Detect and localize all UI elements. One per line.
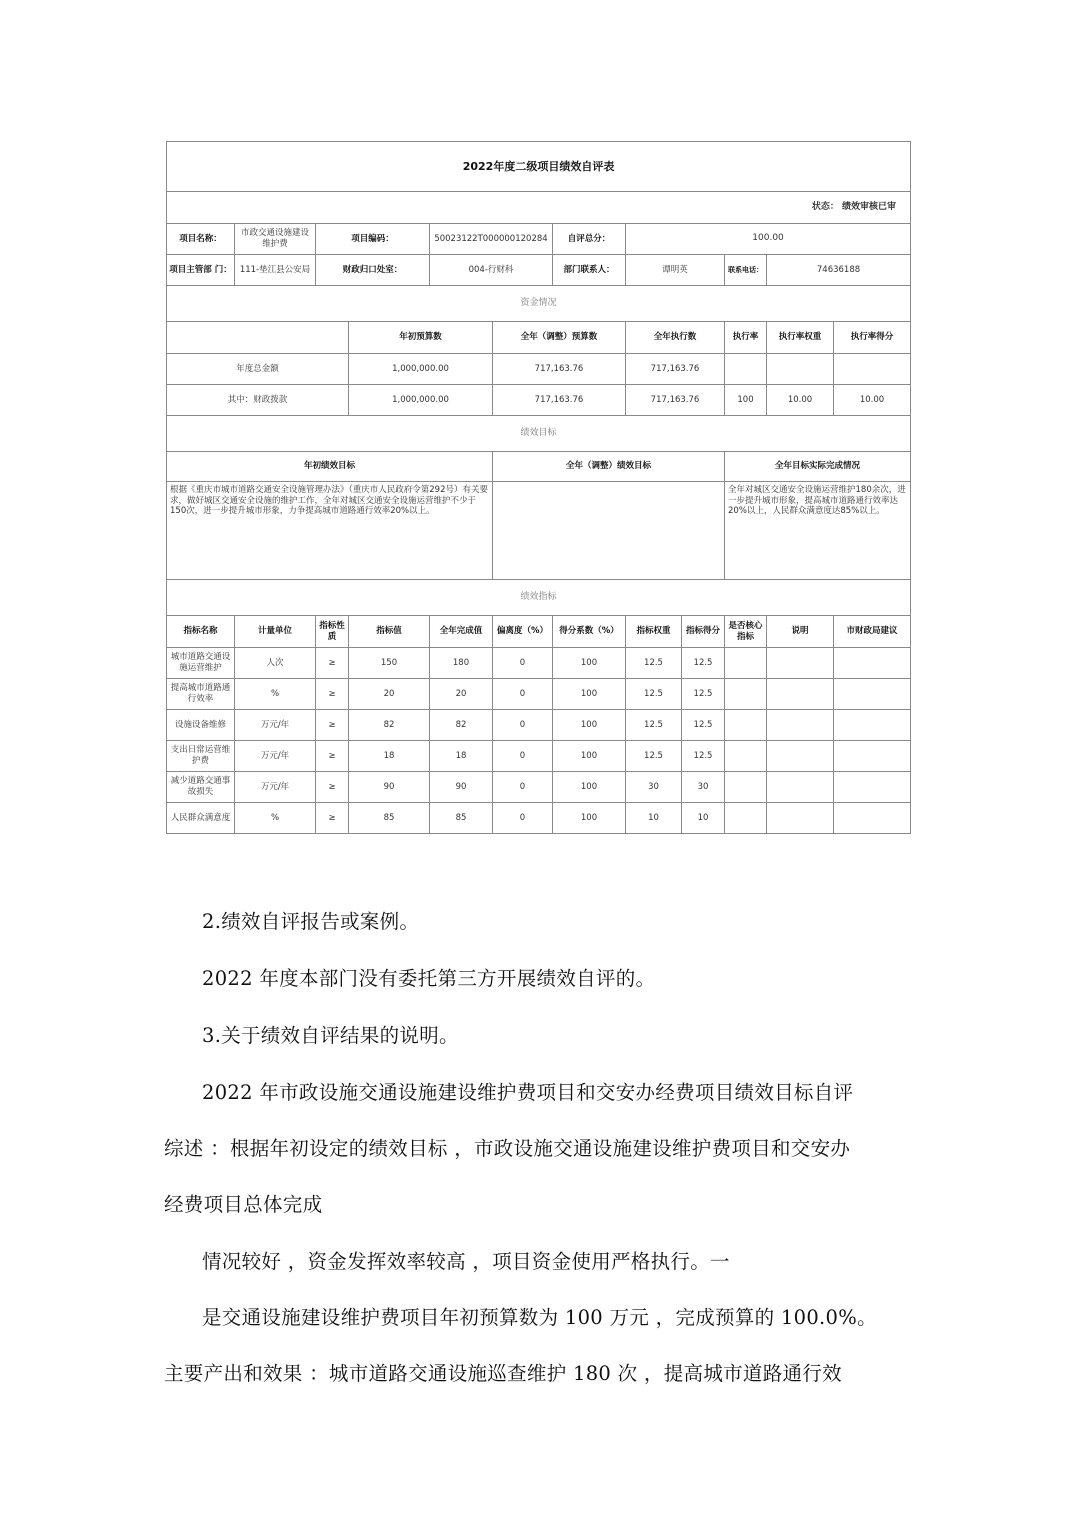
indicator-cell: 20 [349, 679, 430, 710]
funds-cell: 717,163.76 [493, 354, 626, 385]
indicator-cell: 20 [430, 679, 493, 710]
indicator-cell [725, 803, 767, 834]
paragraph: 3.关于绩效自评结果的说明。 [202, 1024, 459, 1047]
indicator-cell: 100 [553, 710, 626, 741]
finance-office-value: 004-行财科 [430, 255, 553, 286]
indicator-cell: 12.5 [626, 648, 682, 679]
funds-cell: 717,163.76 [626, 354, 725, 385]
indicator-row [167, 741, 911, 772]
dept-value: 111-垫江县公安局 [235, 255, 316, 286]
indicator-cell: ≥ [316, 710, 349, 741]
indicator-cell: 100 [553, 648, 626, 679]
funds-cell: 717,163.76 [493, 385, 626, 416]
indicator-cell: 30 [682, 772, 725, 803]
indicator-cell: 12.5 [682, 648, 725, 679]
dept-label: 项目主管部 门： [167, 255, 235, 286]
funds-cell: 1,000,000.00 [349, 385, 493, 416]
indicator-cell: 城市道路交通设施运营维护 [167, 648, 235, 679]
paragraph: 情况较好 ，资金发挥效率较高 ，项目资金使用严格执行。一 [202, 1250, 730, 1273]
indicator-cell: 0 [493, 648, 553, 679]
performance-form-table [166, 141, 911, 834]
indicator-header-cell: 指标得分 [682, 616, 725, 648]
indicator-row [167, 648, 911, 679]
indicator-cell: 万元/年 [235, 710, 316, 741]
indicator-cell: 30 [626, 772, 682, 803]
funds-cell: 1,000,000.00 [349, 354, 493, 385]
indicator-cell: 90 [349, 772, 430, 803]
indicators-body [167, 648, 911, 834]
indicator-row [167, 679, 911, 710]
goals-header-actual: 全年目标实际完成情况 [725, 452, 911, 482]
goals-header-adjusted: 全年（调整）绩效目标 [493, 452, 725, 482]
indicator-header-cell: 全年完成值 [430, 616, 493, 648]
funds-header: 年初预算数 [349, 322, 493, 354]
self-score-value: 100.00 [626, 224, 911, 255]
indicator-cell: % [235, 803, 316, 834]
funds-header: 执行率 [725, 322, 767, 354]
indicator-cell: 100 [553, 741, 626, 772]
indicator-cell: 12.5 [626, 741, 682, 772]
indicator-header-cell: 计量单位 [235, 616, 316, 648]
funds-cell: 10.00 [767, 385, 834, 416]
funds-cell [767, 354, 834, 385]
indicator-cell: 0 [493, 741, 553, 772]
indicator-cell: 12.5 [682, 741, 725, 772]
indicator-header-cell: 得分系数（%） [553, 616, 626, 648]
indicator-cell [767, 741, 834, 772]
indicator-cell: 82 [430, 710, 493, 741]
indicator-cell: 18 [430, 741, 493, 772]
funds-cell: 100 [725, 385, 767, 416]
indicator-cell: ≥ [316, 741, 349, 772]
indicator-cell: ≥ [316, 679, 349, 710]
goal-actual-text: 全年对城区交通安全设施运营维护180余次，进一步提升城市形象，提高城市道路通行效率达20%以上，人民群众满意度达85%以上。 [725, 482, 911, 580]
indicator-cell: ≥ [316, 772, 349, 803]
funds-section-title: 资金情况 [167, 286, 911, 322]
indicator-header-cell: 市财政局建议 [834, 616, 911, 648]
funds-cell [725, 354, 767, 385]
phone-label: 联系电话： [725, 255, 767, 286]
indicator-cell: 82 [349, 710, 430, 741]
indicator-cell: 150 [349, 648, 430, 679]
indicator-cell: 0 [493, 803, 553, 834]
indicator-cell: 90 [430, 772, 493, 803]
indicator-cell: 12.5 [682, 679, 725, 710]
indicator-header-cell: 是否核心指标 [725, 616, 767, 648]
indicator-cell: 12.5 [626, 710, 682, 741]
indicator-cell [767, 803, 834, 834]
indicators-section-title: 绩效指标 [167, 580, 911, 616]
indicator-header-cell: 指标权重 [626, 616, 682, 648]
indicator-cell: 万元/年 [235, 772, 316, 803]
paragraph: 主要产出和效果 ：城市道路交通设施巡查维护 180 次 ，提高城市道路通行效 [164, 1362, 842, 1385]
indicator-cell: 100 [553, 803, 626, 834]
indicator-cell [767, 648, 834, 679]
indicator-cell: 减少道路交通事故损失 [167, 772, 235, 803]
indicator-cell: 10 [626, 803, 682, 834]
indicator-cell: 0 [493, 679, 553, 710]
indicator-cell [725, 710, 767, 741]
self-score-label: 自评总分： [553, 224, 626, 255]
indicator-cell [767, 710, 834, 741]
indicator-cell: 85 [349, 803, 430, 834]
paragraph: 综述 ：根据年初设定的绩效目标 ，市政设施交通设施建设维护费项目和交安办 [164, 1137, 851, 1160]
indicator-cell: 85 [430, 803, 493, 834]
indicator-cell [725, 679, 767, 710]
indicators-header-row [167, 616, 911, 648]
indicator-cell [725, 648, 767, 679]
indicator-header-cell: 指标值 [349, 616, 430, 648]
goal-adjusted-text [493, 482, 725, 580]
funds-row-label: 其中：财政拨款 [167, 385, 349, 416]
funds-header: 全年执行数 [626, 322, 725, 354]
funds-row [167, 354, 911, 385]
funds-row-label: 年度总金额 [167, 354, 349, 385]
goal-initial-text: 根据《重庆市城市道路交通安全设施管理办法》（重庆市人民政府令第292号）有关要求，做好城区交通安全设施的维护工作，全年对城区交通安全设施运营维护不少于150次，进一步提升城市形象，力争提高城市道路通行效率20%以上。 [167, 482, 493, 580]
indicator-header-cell: 指标性质 [316, 616, 349, 648]
funds-row [167, 385, 911, 416]
indicator-cell: 万元/年 [235, 741, 316, 772]
finance-office-label: 财政归口处室： [316, 255, 430, 286]
indicator-cell: 12.5 [682, 710, 725, 741]
indicator-row [167, 710, 911, 741]
contact-label: 部门联系人： [553, 255, 626, 286]
funds-header: 执行率得分 [834, 322, 911, 354]
indicator-cell: 人次 [235, 648, 316, 679]
indicator-header-cell: 指标名称 [167, 616, 235, 648]
indicator-row [167, 803, 911, 834]
indicator-cell [834, 648, 911, 679]
indicator-cell: 180 [430, 648, 493, 679]
project-code-value: 50023122T000000120284 [430, 224, 553, 255]
paragraph: 经费项目总体完成 [164, 1193, 323, 1216]
indicator-cell: 12.5 [626, 679, 682, 710]
indicator-cell: 0 [493, 710, 553, 741]
indicator-cell: ≥ [316, 803, 349, 834]
indicator-cell: ≥ [316, 648, 349, 679]
paragraph: 2022 年度本部门没有委托第三方开展绩效自评的。 [202, 967, 656, 990]
indicator-cell [725, 772, 767, 803]
indicator-cell: 0 [493, 772, 553, 803]
project-name-value: 市政交通设施建设维护费 [235, 224, 316, 255]
project-name-label: 项目名称： [167, 224, 235, 255]
paragraph: 是交通设施建设维护费项目年初预算数为 100 万元 ，完成预算的 100.0%。 [202, 1306, 877, 1329]
indicator-cell [834, 772, 911, 803]
funds-cell: 717,163.76 [626, 385, 725, 416]
goals-header-initial: 年初绩效目标 [167, 452, 493, 482]
indicator-cell [767, 679, 834, 710]
project-code-label: 项目编码： [316, 224, 430, 255]
funds-header: 全年（调整）预算数 [493, 322, 626, 354]
indicator-cell [834, 741, 911, 772]
indicator-cell [725, 741, 767, 772]
indicator-header-cell: 说明 [767, 616, 834, 648]
indicator-cell: 10 [682, 803, 725, 834]
indicator-cell: 18 [349, 741, 430, 772]
funds-header-blank [167, 322, 349, 354]
goals-section-title: 绩效目标 [167, 416, 911, 452]
indicator-row [167, 772, 911, 803]
funds-header: 执行率权重 [767, 322, 834, 354]
indicator-cell: 支出日常运营维护费 [167, 741, 235, 772]
indicator-header-cell: 偏离度（%） [493, 616, 553, 648]
indicator-cell: 提高城市道路通行效率 [167, 679, 235, 710]
indicator-cell: 100 [553, 772, 626, 803]
contact-value: 谭明英 [626, 255, 725, 286]
funds-cell [834, 354, 911, 385]
status-text: 状态： 绩效审核已审 [167, 192, 911, 224]
indicator-cell: % [235, 679, 316, 710]
paragraph: 2.绩效自评报告或案例。 [202, 910, 420, 933]
indicator-cell [767, 772, 834, 803]
phone-value: 74636188 [767, 255, 911, 286]
indicator-cell [834, 679, 911, 710]
indicator-cell: 100 [553, 679, 626, 710]
funds-cell: 10.00 [834, 385, 911, 416]
paragraph: 2022 年市政设施交通设施建设维护费项目和交安办经费项目绩效目标自评 [202, 1081, 854, 1104]
indicator-cell [834, 710, 911, 741]
form-title: 2022年度二级项目绩效自评表 [167, 142, 911, 192]
indicator-cell: 人民群众满意度 [167, 803, 235, 834]
indicator-cell [834, 803, 911, 834]
indicator-cell: 设施设备维修 [167, 710, 235, 741]
